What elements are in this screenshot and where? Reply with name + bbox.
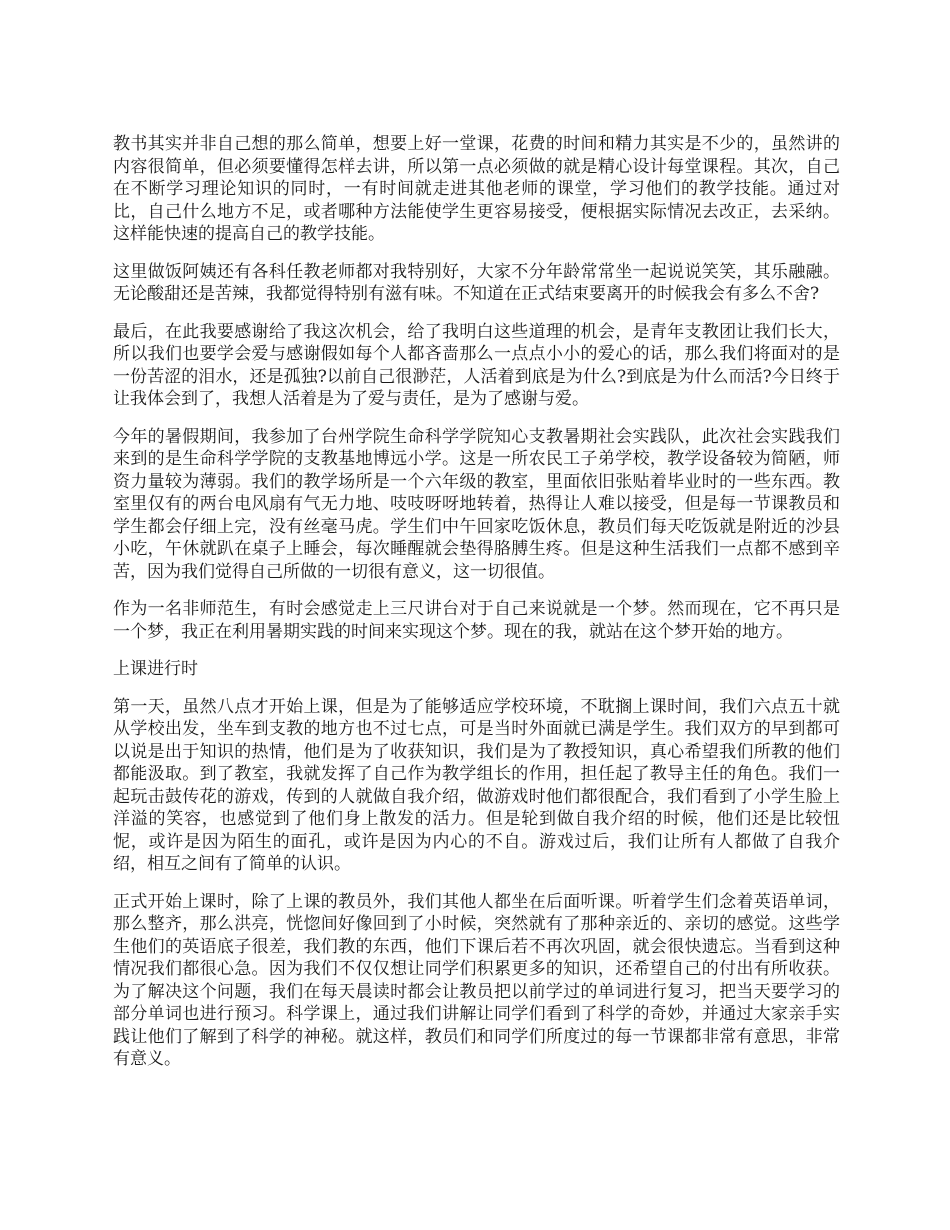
document-body [113, 133, 840, 1086]
paragraph-dream: 作为一名非师范生，有时会感觉走上三尺讲台对于自己来说就是一个梦。然而现在，它不再只是一个梦，我正在利用暑期实践的时间来实现这个梦。现在的我，就站在这个梦开始的地方。 [113, 599, 840, 642]
paragraph-teaching-skills: 教书其实并非自己想的那么简单，想要上好一堂课，花费的时间和精力其实是不少的，虽然讲的内容很简单，但必须要懂得怎样去讲，所以第一点必须做的就是精心设计每堂课程。其次，自己在不断学习理论知识的同时，一有时间就走进其他老师的课堂，学习他们的教学技能。通过对比，自己什么地方不足，或者哪种方法能使学生更容易接受，便根据实际情况去改正，去采纳。这样能快速的提高自己的教学技能。 [113, 134, 840, 244]
paragraph-summer-practice: 今年的暑假期间，我参加了台州学院生命科学学院知心支教暑期社会实践队，此次社会实践我们来到的是生命科学学院的支教基地博远小学。这是一所农民工子弟学校，教学设备较为简陋，师资力量较为薄弱。我们的教学场所是一个六年级的教室，里面依旧张贴着毕业时的一些东西。教室里仅有的两台电风扇有气无力地、吱吱呀呀地转着，热得让人难以接受，但是每一节课教员和学生都会仔细上完，没有丝毫马虎。学生们中午回家吃饭休息，教员们每天吃饭就是附近的沙县小吃，午休就趴在桌子上睡会，每次睡醒就会垫得胳膊生疼。但是这种生活我们一点都不感到辛苦，因为我们觉得自己所做的一切很有意义，这一切很值。 [113, 426, 840, 582]
paragraph-formal-class: 正式开始上课时，除了上课的教员外，我们其他人都坐在后面听课。听着学生们念着英语单词，那么整齐，那么洪亮，恍惚间好像回到了小时候，突然就有了那种亲近的、亲切的感觉。这些学生他们的英语底子很差，我们教的东西，他们下课后若不再次巩固，就会很快遗忘。当看到这种情况我们都很心急。因为我们不仅仅想让同学们积累更多的知识，还希望自己的付出有所收获。为了解决这个问题，我们在每天晨读时都会让教员把以前学过的单词进行复习，把当天要学习的部分单词也进行预习。科学课上，通过我们讲解让同学们看到了科学的奇妙，并通过大家亲手实践让他们了解到了科学的神秘。就这样，教员们和同学们所度过的每一节课都非常有意思，非常有意义。 [113, 891, 840, 1069]
paragraph-first-day: 第一天，虽然八点才开始上课，但是为了能够适应学校环境，不耽搁上课时间，我们六点五十就从学校出发，坐车到支教的地方也不过七点，可是当时外面就已满是学生。我们双方的早到都可以说是出于知识的热情，他们是为了收获知识，我们是为了教授知识，真心希望我们所教的他们都能汲取。到了教室，我就发挥了自己作为教学组长的作用，担任起了教导主任的角色。我们一起玩击鼓传花的游戏，传到的人就做自我介绍，做游戏时他们都很配合，我们看到了小学生脸上洋溢的笑容，也感觉到了他们身上散发的活力。但是轮到做自我介绍的时候，他们还是比较忸怩，或许是因为陌生的面孔，或许是因为内心的不自。游戏过后，我们让所有人都做了自我介绍，相互之间有了简单的认识。 [113, 696, 840, 874]
section-heading-in-class: 上课进行时 [113, 659, 198, 679]
paragraph-gratitude: 最后，在此我要感谢给了我这次机会，给了我明白这些道理的机会，是青年支教团让我们长大，所以我们也要学会爱与感谢假如每个人都吝啬那么一点点小小的爱心的话，那么我们将面对的是一份苦涩的泪水，还是孤独?以前自己很渺茫，人活着到底是为什么?到底是为什么而活?今日终于让我体会到了，我想人活着是为了爱与责任，是为了感谢与爱。 [113, 321, 840, 409]
paragraph-cooking-aunt: 这里做饭阿姨还有各科任教老师都对我特别好，大家不分年龄常常坐一起说说笑笑，其乐融融。无论酸甜还是苦辣，我都觉得特别有滋有味。不知道在正式结束要离开的时候我会有多么不舍? [113, 261, 840, 304]
